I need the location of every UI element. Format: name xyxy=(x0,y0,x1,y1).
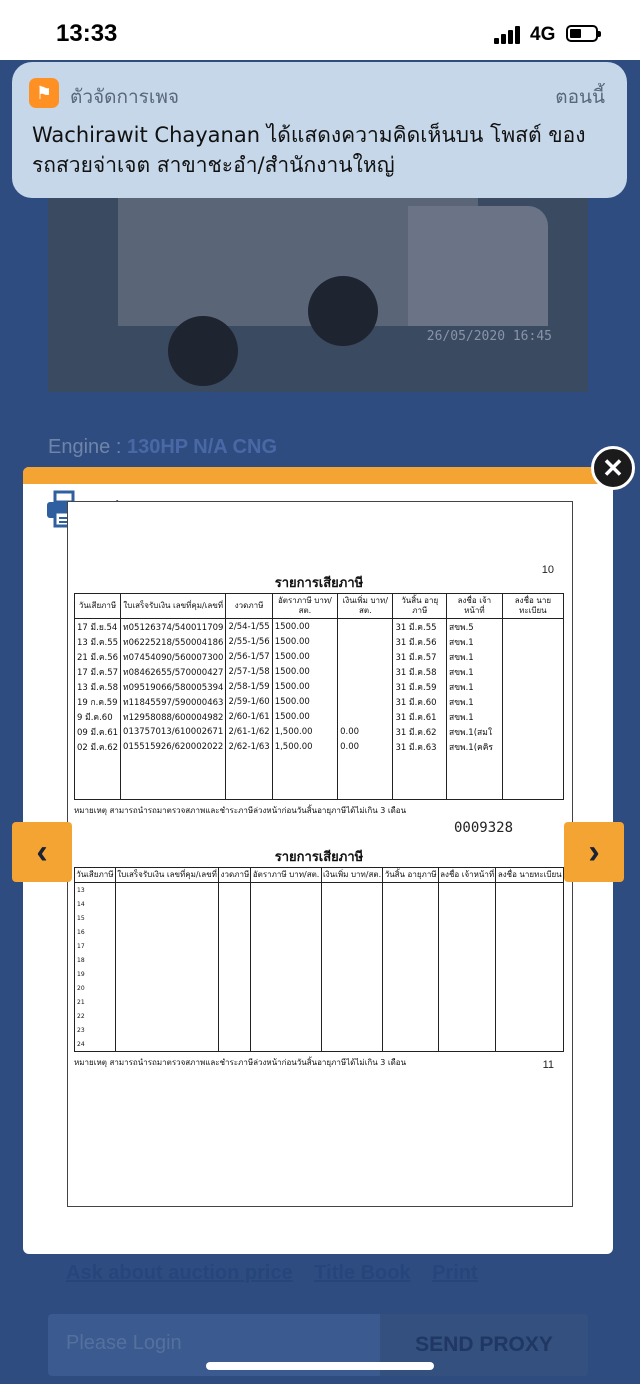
table-header-cell: วันสิ้น อายุภาษี xyxy=(393,594,447,619)
table-cell xyxy=(272,769,337,784)
table-cell: 1500.00 xyxy=(272,619,337,635)
table-cell: 14 xyxy=(75,897,116,911)
table-cell xyxy=(502,634,563,649)
table-cell: 1500.00 xyxy=(272,634,337,649)
table-cell xyxy=(115,1037,219,1052)
table-cell: 31 มี.ค.57 xyxy=(393,649,447,664)
table-cell xyxy=(321,995,383,1009)
table-cell: 1500.00 xyxy=(272,694,337,709)
table-cell xyxy=(438,883,496,898)
send-proxy-button[interactable]: SEND PROXY xyxy=(380,1314,588,1376)
table-cell xyxy=(502,649,563,664)
table-cell: 1500.00 xyxy=(272,649,337,664)
table-cell: 13 มี.ค.58 xyxy=(75,679,121,694)
table-row xyxy=(75,694,564,709)
table-row xyxy=(75,1037,564,1052)
table-cell xyxy=(438,981,496,995)
table-cell: 31 มี.ค.63 xyxy=(393,739,447,754)
title-book-link[interactable]: Title Book xyxy=(314,1262,411,1284)
notification-app-name: ตัวจัดการเพจ xyxy=(70,86,180,108)
table-cell: 15 xyxy=(75,911,116,925)
status-bar xyxy=(0,0,640,60)
flag-icon: ⚑ xyxy=(29,78,59,108)
close-icon: ✕ xyxy=(602,452,624,483)
table-cell xyxy=(502,754,563,769)
table-cell: สขพ.1 xyxy=(447,664,503,679)
table-header-cell: ลงชื่อ นายทะเบียน xyxy=(502,594,563,619)
table-cell: 16 xyxy=(75,925,116,939)
table-header-cell: ลงชื่อ เจ้าหน้าที่ xyxy=(438,868,496,883)
table-header-cell: วันเสียภาษี xyxy=(75,868,116,883)
table-cell xyxy=(438,911,496,925)
table-cell xyxy=(115,939,219,953)
table-cell xyxy=(383,1023,438,1037)
table-cell xyxy=(496,1023,564,1037)
table-cell xyxy=(383,925,438,939)
table-row xyxy=(75,754,564,769)
table-cell xyxy=(502,679,563,694)
table-row xyxy=(75,967,564,981)
table-cell xyxy=(115,897,219,911)
table-cell xyxy=(496,1037,564,1052)
table-cell: สขพ.1 xyxy=(447,679,503,694)
table-cell: ท07454090/560007300 xyxy=(121,649,226,664)
table-cell xyxy=(447,754,503,769)
table-cell: 31 มี.ค.61 xyxy=(393,709,447,724)
auction-price-link[interactable]: Ask about auction price xyxy=(66,1262,293,1284)
table-cell xyxy=(251,995,321,1009)
table-row xyxy=(75,619,564,635)
table-cell xyxy=(393,784,447,800)
table-cell xyxy=(383,939,438,953)
table-cell: 2/58-1/59 xyxy=(226,679,272,694)
table-cell xyxy=(502,664,563,679)
table-cell xyxy=(321,883,383,898)
table-cell xyxy=(219,953,251,967)
table-cell xyxy=(219,967,251,981)
table-title-bottom: รายการเสียภาษี xyxy=(274,850,364,865)
table-cell: 0.00 xyxy=(338,724,393,739)
table-cell: 20 xyxy=(75,981,116,995)
engine-spec: Engine : 130HP N/A CNG xyxy=(48,436,278,458)
table-cell xyxy=(121,754,226,769)
table-cell: สขพ.1(สมใ xyxy=(447,724,503,739)
table-cell xyxy=(496,995,564,1009)
table-header-cell: ใบเสร็จรับเงิน เลขที่คุม/เลขที่ xyxy=(121,594,226,619)
table-row xyxy=(75,911,564,925)
tax-document-scan xyxy=(67,501,573,1207)
table-cell xyxy=(438,1009,496,1023)
table-cell xyxy=(502,619,563,635)
table-cell xyxy=(75,754,121,769)
table-cell: 21 มี.ค.56 xyxy=(75,649,121,664)
table-header-cell: งวดภาษี xyxy=(226,594,272,619)
table-row xyxy=(75,953,564,967)
status-time: 13:33 xyxy=(56,20,118,47)
table-cell xyxy=(219,911,251,925)
table-row xyxy=(75,925,564,939)
table-row xyxy=(75,784,564,800)
table-cell xyxy=(496,883,564,898)
table-cell xyxy=(447,784,503,800)
table-header-cell: ลงชื่อ นายทะเบียน xyxy=(496,868,564,883)
table-title-top: รายการเสียภาษี xyxy=(274,576,364,591)
table-cell: 31 มี.ค.56 xyxy=(393,634,447,649)
table-cell xyxy=(219,1037,251,1052)
table-cell xyxy=(251,925,321,939)
table-row xyxy=(75,769,564,784)
table-cell xyxy=(321,1009,383,1023)
table-cell xyxy=(496,981,564,995)
table-row xyxy=(75,664,564,679)
home-indicator[interactable] xyxy=(206,1362,434,1370)
table-cell: 2/55-1/56 xyxy=(226,634,272,649)
table-cell xyxy=(502,724,563,739)
table-cell: 17 มี.ย.54 xyxy=(75,619,121,635)
table-cell: ท12958088/600004982 xyxy=(121,709,226,724)
table-cell xyxy=(251,897,321,911)
table-cell xyxy=(383,883,438,898)
table-cell xyxy=(251,1037,321,1052)
table-cell: สขพ.1 xyxy=(447,694,503,709)
table-header-cell: ใบเสร็จรับเงิน เลขที่คุม/เลขที่ xyxy=(115,868,219,883)
network-type: 4G xyxy=(530,24,556,45)
notification-time: ตอนนี้ xyxy=(555,86,605,108)
table-cell: 31 มี.ค.59 xyxy=(393,679,447,694)
table-cell xyxy=(338,634,393,649)
table-cell xyxy=(338,649,393,664)
note-top: หมายเหตุ สามารถนำรถมาตรวจสภาพและชำระภาษีล่วงหน้าก่อนวันสิ้นอายุภาษีได้ไม่เกิน 3 เดือน xyxy=(74,806,407,815)
table-cell xyxy=(383,911,438,925)
table-cell: 1500.00 xyxy=(272,664,337,679)
table-cell xyxy=(226,754,272,769)
table-cell xyxy=(496,953,564,967)
table-cell: ท05126374/540011709 xyxy=(121,619,226,635)
table-cell: 24 xyxy=(75,1037,116,1052)
table-cell xyxy=(502,784,563,800)
table-cell: 31 มี.ค.62 xyxy=(393,724,447,739)
table-cell xyxy=(219,995,251,1009)
table-header-cell: ลงชื่อ เจ้าหน้าที่ xyxy=(447,594,503,619)
table-cell xyxy=(383,953,438,967)
login-input[interactable]: Please Login xyxy=(66,1332,182,1354)
table-cell xyxy=(321,911,383,925)
table-cell xyxy=(321,897,383,911)
table-row xyxy=(75,724,564,739)
document-viewer-modal xyxy=(23,467,613,1254)
table-row xyxy=(75,939,564,953)
table-cell xyxy=(219,939,251,953)
table-header-cell: งวดภาษี xyxy=(219,868,251,883)
table-cell: 17 มี.ค.57 xyxy=(75,664,121,679)
table-cell xyxy=(251,1009,321,1023)
table-cell xyxy=(251,911,321,925)
table-cell: 2/61-1/62 xyxy=(226,724,272,739)
table-cell xyxy=(338,664,393,679)
table-cell: 21 xyxy=(75,995,116,1009)
table-header-cell: อัตราภาษี บาท/สต. xyxy=(251,868,321,883)
table-cell xyxy=(393,754,447,769)
table-cell: 02 มี.ค.62 xyxy=(75,739,121,754)
table-cell: 18 xyxy=(75,953,116,967)
table-row xyxy=(75,739,564,754)
table-cell xyxy=(496,911,564,925)
table-row xyxy=(75,995,564,1009)
table-cell xyxy=(438,953,496,967)
table-cell xyxy=(338,784,393,800)
document-serial-number: 0009328 xyxy=(454,820,514,836)
table-cell: 13 xyxy=(75,883,116,898)
table-cell: ท11845597/590000463 xyxy=(121,694,226,709)
table-cell xyxy=(338,679,393,694)
table-cell: 0.00 xyxy=(338,739,393,754)
table-cell xyxy=(251,883,321,898)
table-cell xyxy=(321,939,383,953)
table-cell xyxy=(338,694,393,709)
table-cell: 31 มี.ค.58 xyxy=(393,664,447,679)
table-cell xyxy=(438,925,496,939)
table-cell: 1500.00 xyxy=(272,709,337,724)
table-cell: 19 xyxy=(75,967,116,981)
table-cell xyxy=(251,953,321,967)
table-cell xyxy=(496,939,564,953)
table-header-cell: วันสิ้น อายุภาษี xyxy=(383,868,438,883)
chevron-right-icon: › xyxy=(588,832,600,871)
table-cell xyxy=(321,981,383,995)
table-cell xyxy=(321,925,383,939)
table-cell xyxy=(502,769,563,784)
table-cell: ท09519066/580005394 xyxy=(121,679,226,694)
vehicle-photo xyxy=(48,196,588,392)
table-cell xyxy=(219,883,251,898)
table-cell: 19 ก.ค.59 xyxy=(75,694,121,709)
table-header-cell: เงินเพิ่ม บาท/สต. xyxy=(321,868,383,883)
modal-accent-bar xyxy=(23,467,613,484)
table-cell xyxy=(438,1023,496,1037)
table-cell xyxy=(226,784,272,800)
table-cell xyxy=(496,925,564,939)
table-cell xyxy=(321,1023,383,1037)
table-cell xyxy=(502,739,563,754)
table-row xyxy=(75,981,564,995)
next-page-button[interactable] xyxy=(564,822,624,882)
table-cell xyxy=(438,897,496,911)
table-cell xyxy=(383,995,438,1009)
table-cell xyxy=(438,967,496,981)
tax-table-sheet-top xyxy=(74,564,564,817)
table-cell: สขพ.1 xyxy=(447,634,503,649)
table-cell xyxy=(251,981,321,995)
tax-table-bottom xyxy=(74,867,564,1052)
table-cell: 17 xyxy=(75,939,116,953)
table-cell xyxy=(115,911,219,925)
table-cell: 013757013/610002671 xyxy=(121,724,226,739)
table-cell: สขพ.1(คคิร xyxy=(447,739,503,754)
table-cell xyxy=(115,953,219,967)
table-cell xyxy=(115,925,219,939)
table-cell: สขพ.1 xyxy=(447,709,503,724)
footer-links xyxy=(66,1262,494,1285)
tax-table-sheet-bottom xyxy=(74,846,564,1069)
table-cell xyxy=(115,967,219,981)
table-cell: 2/56-1/57 xyxy=(226,649,272,664)
table-cell xyxy=(115,995,219,1009)
table-cell xyxy=(338,769,393,784)
table-cell xyxy=(121,769,226,784)
table-cell: 2/59-1/60 xyxy=(226,694,272,709)
table-cell xyxy=(115,883,219,898)
table-cell xyxy=(438,1037,496,1052)
table-cell xyxy=(219,1009,251,1023)
table-cell: 2/62-1/63 xyxy=(226,739,272,754)
table-cell xyxy=(115,981,219,995)
table-header-cell: เงินเพิ่ม บาท/สต. xyxy=(338,594,393,619)
table-cell: 9 มี.ค.60 xyxy=(75,709,121,724)
table-row xyxy=(75,883,564,898)
table-row xyxy=(75,709,564,724)
table-cell: 2/57-1/58 xyxy=(226,664,272,679)
table-cell xyxy=(321,953,383,967)
table-cell: 1500.00 xyxy=(272,679,337,694)
table-cell xyxy=(219,925,251,939)
notification-banner[interactable] xyxy=(12,62,627,198)
table-row xyxy=(75,634,564,649)
table-row xyxy=(75,679,564,694)
table-cell xyxy=(496,967,564,981)
table-cell: 2/54-1/55 xyxy=(226,619,272,635)
table-cell: 1,500.00 xyxy=(272,739,337,754)
close-modal-button[interactable] xyxy=(591,446,635,490)
table-cell: 1,500.00 xyxy=(272,724,337,739)
table-cell xyxy=(447,769,503,784)
table-cell xyxy=(272,754,337,769)
cellular-signal-icon xyxy=(494,26,522,44)
notification-message: Wachirawit Chayanan ได้แสดงความคิดเห็นบน โพสต์ ของ รถสวยจ่าเจต สาขาชะอำ/สำนักงานใหญ่ xyxy=(32,123,586,177)
table-cell xyxy=(219,981,251,995)
print-link[interactable]: Print xyxy=(432,1262,478,1284)
table-cell: 22 xyxy=(75,1009,116,1023)
table-cell xyxy=(219,897,251,911)
table-cell xyxy=(338,709,393,724)
table-cell: สขพ.5 xyxy=(447,619,503,635)
table-header-cell: อัตราภาษี บาท/สต. xyxy=(272,594,337,619)
table-cell xyxy=(496,1009,564,1023)
table-cell xyxy=(75,769,121,784)
table-cell xyxy=(438,995,496,1009)
table-cell xyxy=(502,694,563,709)
table-cell xyxy=(383,981,438,995)
table-cell xyxy=(115,1023,219,1037)
table-cell: สขพ.1 xyxy=(447,649,503,664)
table-cell xyxy=(115,1009,219,1023)
table-cell xyxy=(219,1023,251,1037)
table-cell xyxy=(321,1037,383,1052)
previous-page-button[interactable] xyxy=(12,822,72,882)
table-cell xyxy=(393,769,447,784)
table-cell xyxy=(272,784,337,800)
table-cell: 09 มี.ค.61 xyxy=(75,724,121,739)
table-cell xyxy=(75,784,121,800)
table-header-cell: วันเสียภาษี xyxy=(75,594,121,619)
table-cell xyxy=(438,939,496,953)
table-cell xyxy=(121,784,226,800)
table-cell xyxy=(502,709,563,724)
table-row xyxy=(75,1023,564,1037)
table-cell: 23 xyxy=(75,1023,116,1037)
table-cell xyxy=(496,897,564,911)
table-row xyxy=(75,897,564,911)
table-cell xyxy=(383,967,438,981)
table-cell xyxy=(226,769,272,784)
table-cell: 2/60-1/61 xyxy=(226,709,272,724)
battery-icon xyxy=(566,25,598,42)
note-bottom: หมายเหตุ สามารถนำรถมาตรวจสภาพและชำระภาษีล่วงหน้าก่อนวันสิ้นอายุภาษีได้ไม่เกิน 3 เดือน xyxy=(74,1058,407,1067)
table-cell xyxy=(251,939,321,953)
table-row xyxy=(75,1009,564,1023)
chevron-left-icon: ‹ xyxy=(36,832,48,871)
table-cell xyxy=(383,1037,438,1052)
photo-timestamp: 26/05/2020 16:45 xyxy=(426,329,552,344)
table-cell: 13 มี.ค.55 xyxy=(75,634,121,649)
table-row xyxy=(75,649,564,664)
table-cell: ท08462655/570000427 xyxy=(121,664,226,679)
table-cell xyxy=(251,1023,321,1037)
table-cell: 015515926/620002022 xyxy=(121,739,226,754)
page-number-top: 10 xyxy=(541,564,554,576)
table-cell xyxy=(321,967,383,981)
tax-table-top xyxy=(74,593,564,800)
table-cell: 31 มี.ค.60 xyxy=(393,694,447,709)
table-cell: ท06225218/550004186 xyxy=(121,634,226,649)
table-cell xyxy=(251,967,321,981)
table-cell xyxy=(338,619,393,635)
table-cell: 31 มี.ค.55 xyxy=(393,619,447,635)
table-cell xyxy=(383,897,438,911)
page-number-bottom: 11 xyxy=(542,1059,554,1071)
table-cell xyxy=(383,1009,438,1023)
table-cell xyxy=(338,754,393,769)
